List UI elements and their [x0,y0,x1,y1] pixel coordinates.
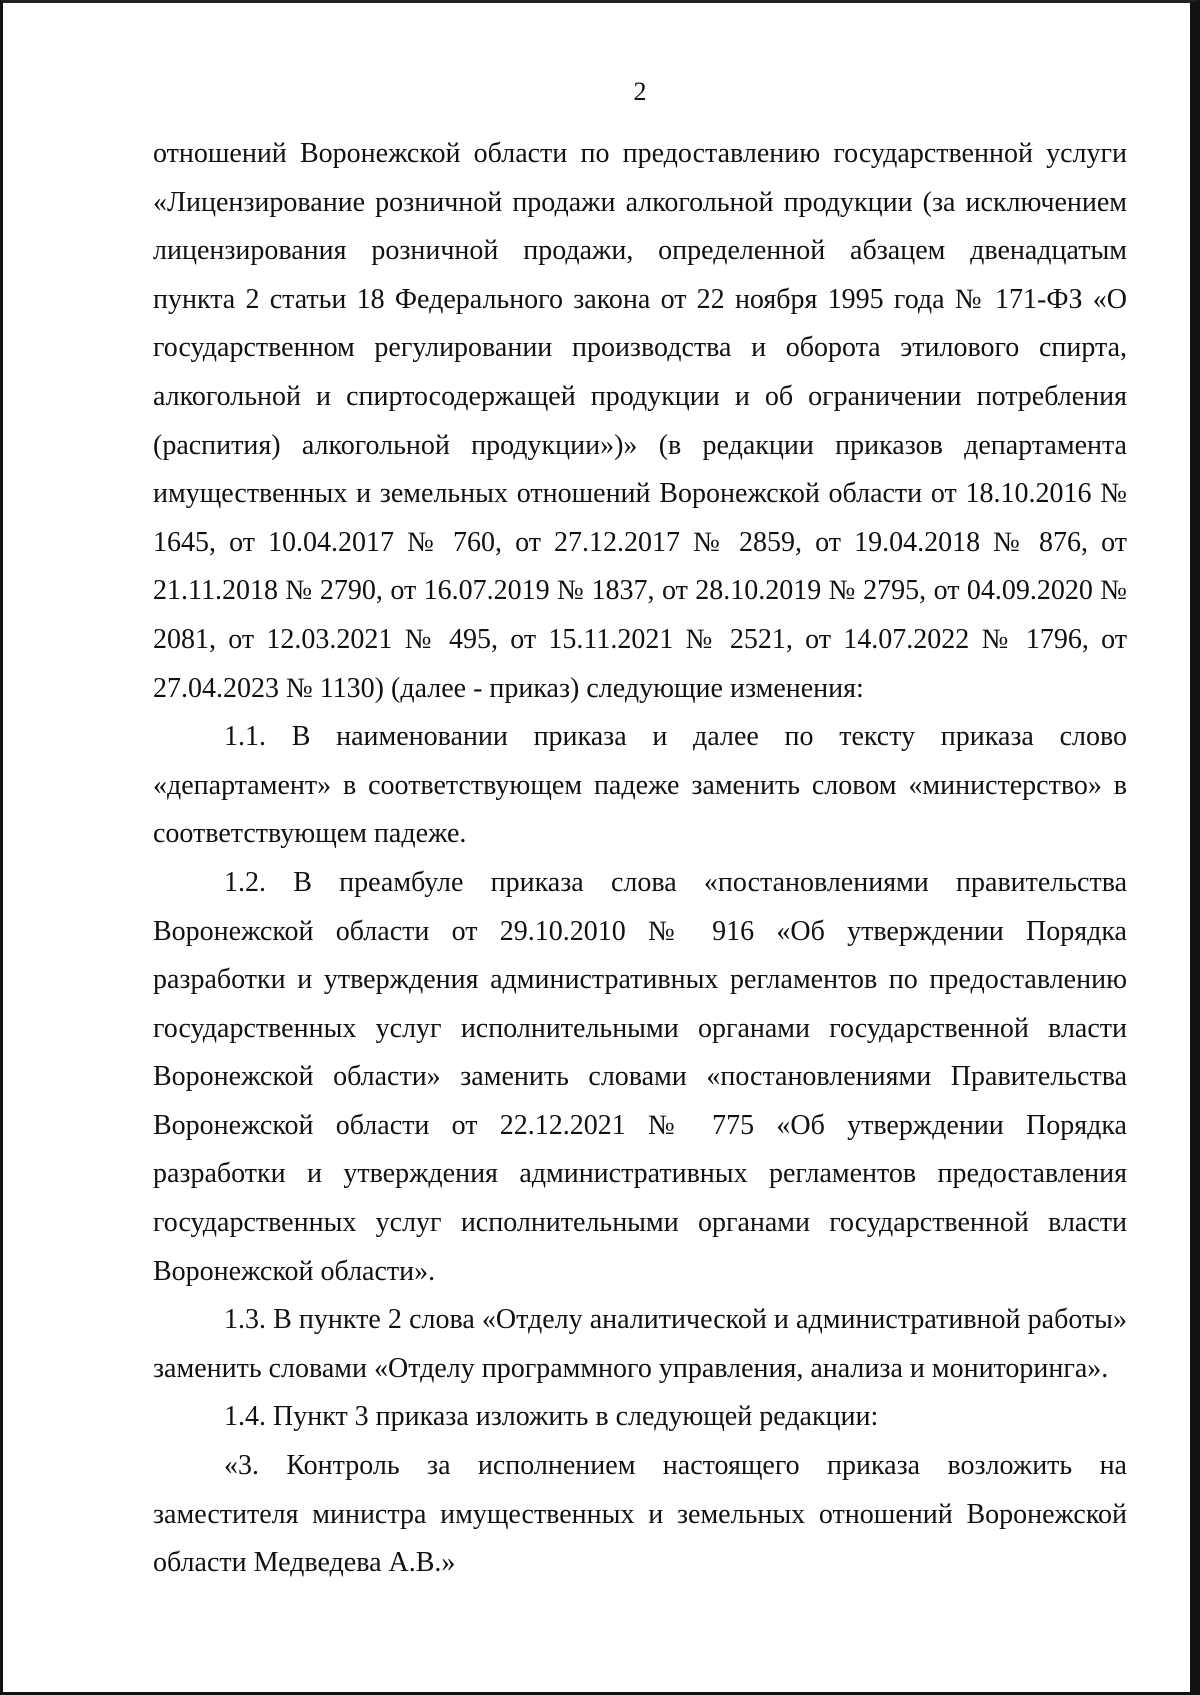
paragraph-item-1-1: 1.1. В наименовании приказа и далее по тексту приказа слово «департамент» в соответствующем падеже заменить словом «министерство» в соответствующем падеже. [153,721,1127,850]
paragraph-item-1-3: 1.3. В пункте 2 слова «Отделу аналитической и административной работы» заменить словами «Отделу программного управления, анализа и мониторинга». [153,1304,1127,1384]
paragraph-item-3-quote: «3. Контроль за исполнением настоящего приказа возложить на заместителя министра имущественных и земельных отношений Воронежской области Медведева А.В.» [153,1450,1127,1579]
paragraph-item-1-4: 1.4. Пункт 3 приказа изложить в следующей редакции: [224,1401,879,1433]
paragraph-item-1-2: 1.2. В преамбуле приказа слова «постановлениями правительства Воронежской области от 29.10.2010 № 916 «Об утверждении Порядка разработки и утверждения административных регламентов по предоставлению государственных услуг исполнительными органами государственной власти Воронежской области» заменить словами «постановлениями Правительства Воронежской области от 22.12.2021 № 775 «Об утверждении Порядка разработки и утверждения административных регламентов предоставления государственных услуг исполнительными органами государственной власти Воронежской области». [153,866,1127,1287]
page-number: 2 [633,77,647,106]
paragraph-intro-continuation: отношений Воронежской области по предоставлению государственной услуги «Лицензирование розничной продажи алкогольной продукции (за исключением лицензирования розничной продажи, определенной абзацем двенадцатым пункта 2 статьи 18 Федерального закона от 22 ноября 1995 года № 171-ФЗ «О государственном регулировании производства и оборота этилового спирта, алкогольной и спиртосодержащей продукции и об ограничении потребления (распития) алкогольной продукции»)» (в редакции приказов департамента имущественных и земельных отношений Воронежской области от 18.10.2016 № 1645, от 10.04.2017 № 760, от 27.12.2017 № 2859, от 19.04.2018 № 876, от 21.11.2018 № 2790, от 16.07.2019 № 1837, от 28.10.2019 № 2795, от 04.09.2020 № 2081, от 12.03.2021 № 495, от 15.11.2021 № 2521, от 14.07.2022 № 1796, от 27.04.2023 № 1130) (далее - приказ) следующие изменения: [153,138,1127,704]
document-body [153,130,1127,1588]
